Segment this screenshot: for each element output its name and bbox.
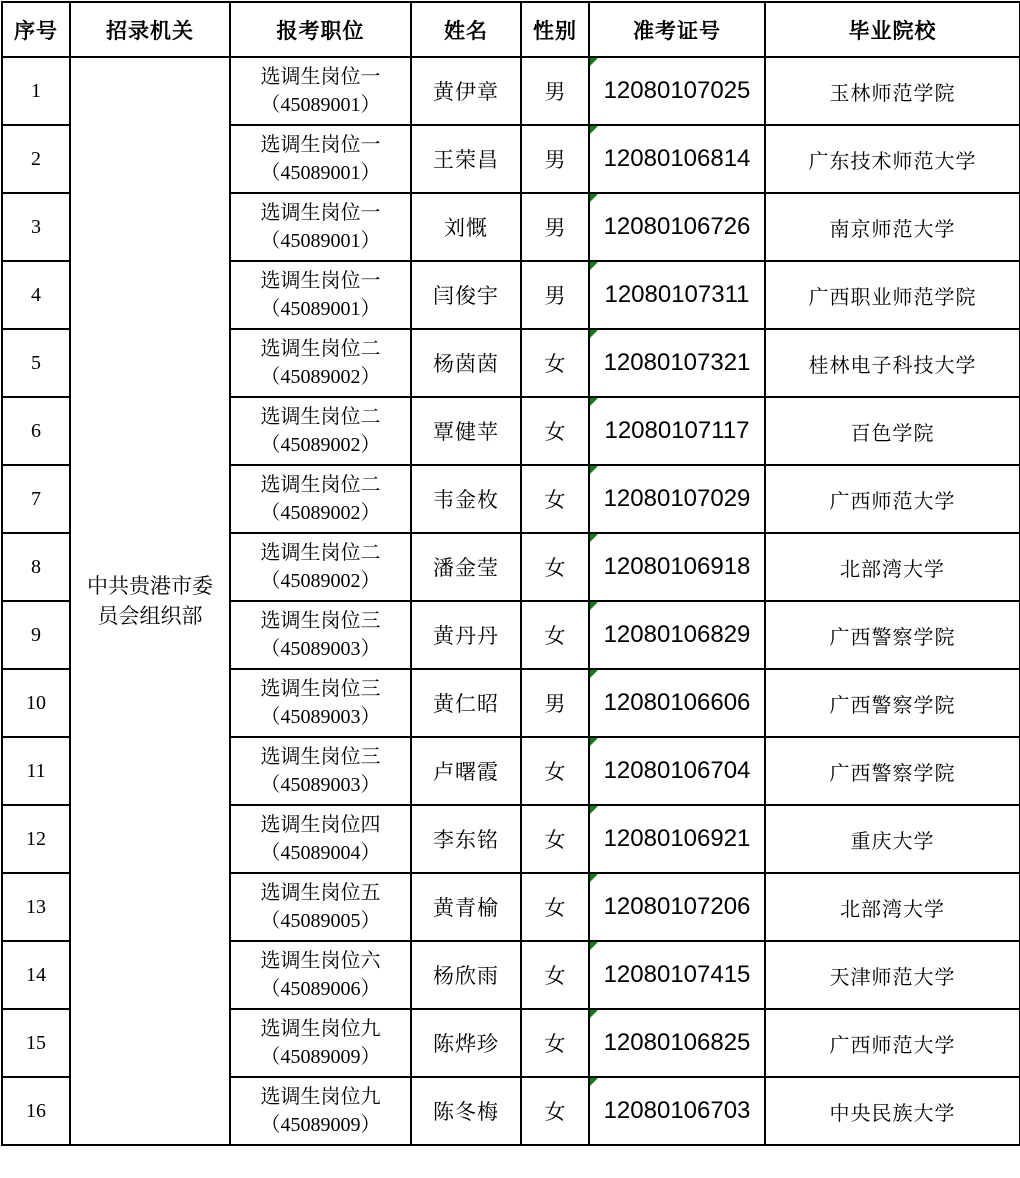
position-title: 选调生岗位二 <box>260 542 381 564</box>
school-cell: 北部湾大学 <box>765 873 1020 941</box>
ticket-number: 12080107117 <box>604 417 750 444</box>
col-header-index: 序号 <box>2 2 70 57</box>
ticket-cell <box>589 261 765 329</box>
position-code: （45089001） <box>260 94 381 116</box>
number-stored-as-text-indicator-icon <box>590 942 598 950</box>
position-title: 选调生岗位九 <box>260 1086 381 1108</box>
school-cell: 百色学院 <box>765 397 1020 465</box>
number-stored-as-text-indicator-icon <box>590 58 598 66</box>
position-cell <box>230 57 411 125</box>
row-index: 5 <box>2 329 70 397</box>
number-stored-as-text-indicator-icon <box>590 670 598 678</box>
ticket-cell <box>589 873 765 941</box>
number-stored-as-text-indicator-icon <box>590 466 598 474</box>
ticket-cell <box>589 941 765 1009</box>
name-cell: 黄青榆 <box>411 873 521 941</box>
gender-cell: 女 <box>521 533 589 601</box>
ticket-number: 12080106921 <box>603 825 751 852</box>
position-cell <box>230 941 411 1009</box>
col-header-name: 姓名 <box>411 2 521 57</box>
position-code: （45089004） <box>260 842 381 864</box>
ticket-cell <box>589 57 765 125</box>
position-title: 选调生岗位一 <box>260 202 381 224</box>
gender-cell: 男 <box>521 669 589 737</box>
row-index: 2 <box>2 125 70 193</box>
position-cell <box>230 465 411 533</box>
row-index: 7 <box>2 465 70 533</box>
ticket-number: 12080106814 <box>603 145 751 172</box>
ticket-cell <box>589 805 765 873</box>
name-cell: 黄仁昭 <box>411 669 521 737</box>
position-cell <box>230 601 411 669</box>
position-cell <box>230 125 411 193</box>
header-row <box>2 2 1020 57</box>
ticket-cell <box>589 397 765 465</box>
ticket-number: 12080107025 <box>603 77 751 104</box>
gender-cell: 男 <box>521 125 589 193</box>
gender-cell: 女 <box>521 1077 589 1145</box>
number-stored-as-text-indicator-icon <box>590 806 598 814</box>
name-cell: 王荣昌 <box>411 125 521 193</box>
row-index: 6 <box>2 397 70 465</box>
row-index: 11 <box>2 737 70 805</box>
ticket-cell <box>589 329 765 397</box>
ticket-number: 12080106704 <box>603 757 751 784</box>
position-cell <box>230 1009 411 1077</box>
position-code: （45089003） <box>260 638 381 660</box>
gender-cell: 女 <box>521 601 589 669</box>
position-code: （45089002） <box>260 434 381 456</box>
name-cell: 陈烨珍 <box>411 1009 521 1077</box>
gender-cell: 男 <box>521 193 589 261</box>
position-title: 选调生岗位二 <box>260 406 381 428</box>
ticket-number: 12080106606 <box>603 689 751 716</box>
number-stored-as-text-indicator-icon <box>590 874 598 882</box>
row-index: 8 <box>2 533 70 601</box>
name-cell: 覃健苹 <box>411 397 521 465</box>
gender-cell: 男 <box>521 57 589 125</box>
number-stored-as-text-indicator-icon <box>590 1078 598 1086</box>
ticket-cell <box>589 533 765 601</box>
gender-cell: 女 <box>521 1009 589 1077</box>
position-cell <box>230 1077 411 1145</box>
name-cell: 黄丹丹 <box>411 601 521 669</box>
number-stored-as-text-indicator-icon <box>590 534 598 542</box>
gender-cell: 女 <box>521 465 589 533</box>
row-index: 16 <box>2 1077 70 1145</box>
ticket-cell <box>589 193 765 261</box>
position-code: （45089003） <box>260 706 381 728</box>
gender-cell: 女 <box>521 873 589 941</box>
number-stored-as-text-indicator-icon <box>590 262 598 270</box>
position-title: 选调生岗位一 <box>260 66 381 88</box>
school-cell: 南京师范大学 <box>765 193 1020 261</box>
school-cell: 广西职业师范学院 <box>765 261 1020 329</box>
row-index: 4 <box>2 261 70 329</box>
position-code: （45089002） <box>260 570 381 592</box>
ticket-number: 12080107415 <box>603 961 751 988</box>
col-header-ticket: 准考证号 <box>589 2 765 57</box>
ticket-cell <box>589 465 765 533</box>
name-cell: 闫俊宇 <box>411 261 521 329</box>
position-title: 选调生岗位四 <box>260 814 381 836</box>
ticket-number: 12080106703 <box>603 1097 751 1124</box>
position-title: 选调生岗位九 <box>260 1018 381 1040</box>
number-stored-as-text-indicator-icon <box>590 1010 598 1018</box>
name-cell: 卢曙霞 <box>411 737 521 805</box>
school-cell: 玉林师范学院 <box>765 57 1020 125</box>
name-cell: 黄伊章 <box>411 57 521 125</box>
ticket-cell <box>589 1009 765 1077</box>
school-cell: 广西警察学院 <box>765 737 1020 805</box>
number-stored-as-text-indicator-icon <box>590 194 598 202</box>
position-title: 选调生岗位五 <box>260 882 381 904</box>
ticket-number: 12080107321 <box>603 349 751 376</box>
ticket-number: 12080107206 <box>603 893 751 920</box>
name-cell: 李东铭 <box>411 805 521 873</box>
gender-cell: 女 <box>521 941 589 1009</box>
school-cell: 北部湾大学 <box>765 533 1020 601</box>
number-stored-as-text-indicator-icon <box>590 398 598 406</box>
position-code: （45089001） <box>260 298 381 320</box>
position-title: 选调生岗位一 <box>260 270 381 292</box>
col-header-gender: 性别 <box>521 2 589 57</box>
position-cell <box>230 329 411 397</box>
position-code: （45089002） <box>260 366 381 388</box>
number-stored-as-text-indicator-icon <box>590 126 598 134</box>
school-cell: 桂林电子科技大学 <box>765 329 1020 397</box>
position-code: （45089009） <box>260 1046 381 1068</box>
position-cell <box>230 873 411 941</box>
gender-cell: 女 <box>521 397 589 465</box>
row-index: 1 <box>2 57 70 125</box>
position-cell <box>230 261 411 329</box>
row-index: 13 <box>2 873 70 941</box>
candidate-table <box>1 1 1020 1146</box>
school-cell: 广东技术师范大学 <box>765 125 1020 193</box>
position-code: （45089003） <box>260 774 381 796</box>
gender-cell: 女 <box>521 737 589 805</box>
name-cell: 杨欣雨 <box>411 941 521 1009</box>
position-title: 选调生岗位一 <box>260 134 381 156</box>
position-cell <box>230 533 411 601</box>
ticket-number: 12080106825 <box>603 1029 751 1056</box>
position-title: 选调生岗位三 <box>260 610 381 632</box>
col-header-school: 毕业院校 <box>765 2 1020 57</box>
ticket-number: 12080106726 <box>603 213 751 240</box>
row-index: 9 <box>2 601 70 669</box>
ticket-cell <box>589 125 765 193</box>
school-cell: 广西警察学院 <box>765 669 1020 737</box>
number-stored-as-text-indicator-icon <box>590 602 598 610</box>
name-cell: 潘金莹 <box>411 533 521 601</box>
ticket-cell <box>589 601 765 669</box>
ticket-number: 12080106918 <box>603 553 751 580</box>
ticket-number: 12080106829 <box>603 621 751 648</box>
ticket-cell <box>589 669 765 737</box>
position-cell <box>230 805 411 873</box>
col-header-position: 报考职位 <box>230 2 411 57</box>
position-code: （45089001） <box>260 162 381 184</box>
position-cell <box>230 193 411 261</box>
gender-cell: 男 <box>521 261 589 329</box>
school-cell: 广西警察学院 <box>765 601 1020 669</box>
name-cell: 刘慨 <box>411 193 521 261</box>
school-cell: 重庆大学 <box>765 805 1020 873</box>
position-title: 选调生岗位二 <box>260 474 381 496</box>
position-code: （45089005） <box>260 910 381 932</box>
ticket-cell <box>589 737 765 805</box>
position-title: 选调生岗位三 <box>260 678 381 700</box>
gender-cell: 女 <box>521 805 589 873</box>
name-cell: 韦金枚 <box>411 465 521 533</box>
col-header-agency: 招录机关 <box>70 2 230 57</box>
ticket-number: 12080107311 <box>604 281 750 308</box>
position-title: 选调生岗位三 <box>260 746 381 768</box>
school-cell: 天津师范大学 <box>765 941 1020 1009</box>
school-cell: 广西师范大学 <box>765 1009 1020 1077</box>
ticket-cell <box>589 1077 765 1145</box>
row-index: 15 <box>2 1009 70 1077</box>
position-cell <box>230 669 411 737</box>
gender-cell: 女 <box>521 329 589 397</box>
position-cell <box>230 737 411 805</box>
school-cell: 中央民族大学 <box>765 1077 1020 1145</box>
ticket-number: 12080107029 <box>603 485 751 512</box>
position-title: 选调生岗位二 <box>260 338 381 360</box>
position-code: （45089002） <box>260 502 381 524</box>
position-title: 选调生岗位六 <box>260 950 381 972</box>
position-code: （45089009） <box>260 1114 381 1136</box>
position-code: （45089006） <box>260 978 381 1000</box>
name-cell: 杨茵茵 <box>411 329 521 397</box>
row-index: 3 <box>2 193 70 261</box>
agency-cell: 中共贵港市委员会组织部 <box>70 57 230 1145</box>
number-stored-as-text-indicator-icon <box>590 738 598 746</box>
school-cell: 广西师范大学 <box>765 465 1020 533</box>
row-index: 10 <box>2 669 70 737</box>
number-stored-as-text-indicator-icon <box>590 330 598 338</box>
position-cell <box>230 397 411 465</box>
row-index: 14 <box>2 941 70 1009</box>
table-row <box>2 57 1020 125</box>
position-code: （45089001） <box>260 230 381 252</box>
row-index: 12 <box>2 805 70 873</box>
name-cell: 陈冬梅 <box>411 1077 521 1145</box>
